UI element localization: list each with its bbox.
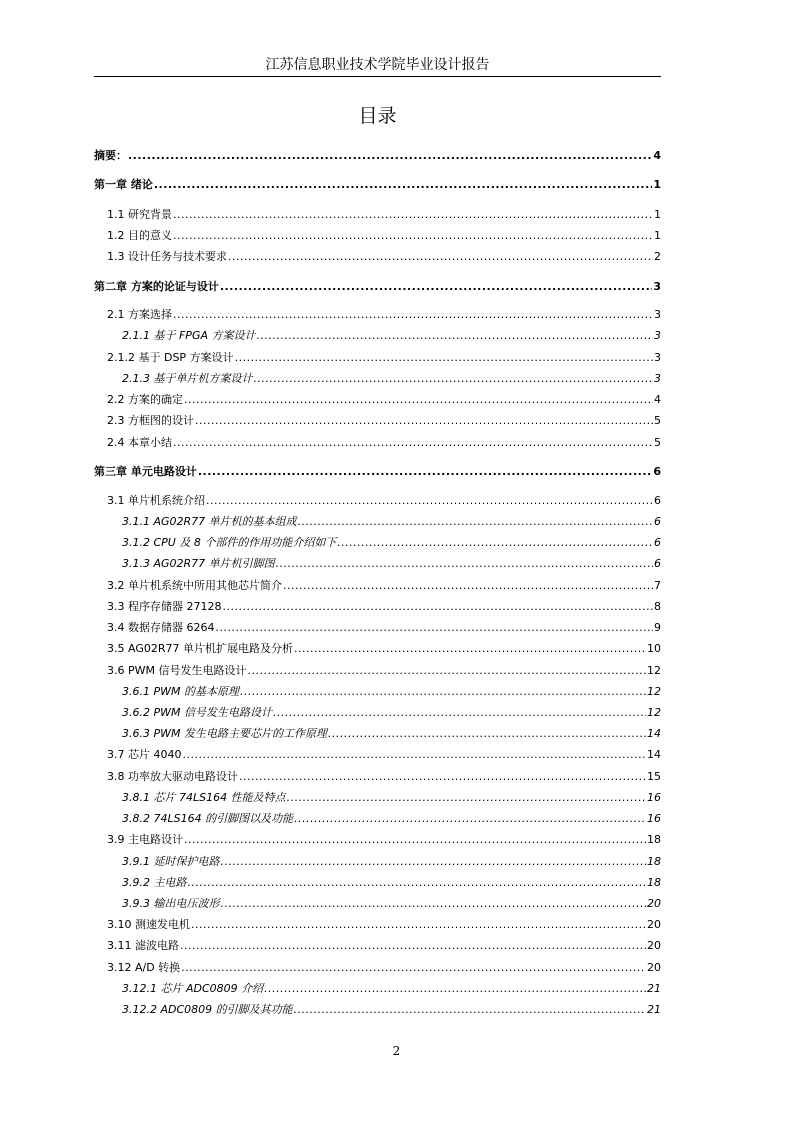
toc-entry[interactable] <box>107 414 661 428</box>
toc-entry-label: 3.9 主电路设计 <box>107 833 183 846</box>
toc-entry-label: 2.2 方案的确定 <box>107 393 183 406</box>
toc-entry[interactable] <box>107 642 661 656</box>
toc-dot-leader <box>215 621 653 635</box>
toc-entry-page: 2 <box>654 250 661 263</box>
toc-entry-label: 2.1.3 基于单片机方案设计 <box>122 372 253 385</box>
toc-dot-leader <box>248 664 647 678</box>
toc-entry[interactable] <box>122 515 661 529</box>
toc-entry-label: 3.10 测速发电机 <box>107 918 190 931</box>
toc-entry-label: 1.1 研究背景 <box>107 208 172 221</box>
toc-entry-page: 20 <box>647 897 661 910</box>
toc-entry[interactable] <box>122 812 661 826</box>
toc-entry-label: 2.1.1 基于 FPGA 方案设计 <box>122 329 256 342</box>
toc-entry[interactable] <box>122 557 661 571</box>
header-rule <box>94 76 661 77</box>
toc-entry-page: 12 <box>647 664 661 677</box>
toc-entry-label: 2.4 本章小结 <box>107 436 172 449</box>
toc-entry-label: 第一章 绪论 <box>94 178 153 191</box>
toc-entry-label: 摘要： <box>94 149 127 162</box>
toc-entry-page: 20 <box>647 939 661 952</box>
toc-dot-leader <box>328 727 646 741</box>
toc-entry[interactable] <box>107 436 661 450</box>
toc-entry[interactable] <box>107 229 661 243</box>
toc-dot-leader <box>287 791 646 805</box>
toc-entry-label: 1.2 目的意义 <box>107 229 172 242</box>
toc-entry-label: 3.4 数据存储器 6264 <box>107 621 215 634</box>
toc-entry-page: 6 <box>654 515 661 528</box>
toc-entry-label: 3.6 PWM 信号发生电路设计 <box>107 664 247 677</box>
toc-entry[interactable] <box>94 149 661 163</box>
toc-dot-leader <box>273 706 646 720</box>
toc-entry-label: 3.9.2 主电路 <box>122 876 187 889</box>
toc-entry-page: 1 <box>654 208 661 221</box>
toc-dot-leader <box>264 982 646 996</box>
toc-entry-page: 3 <box>654 351 661 364</box>
toc-entry[interactable] <box>122 876 661 890</box>
toc-entry-page: 14 <box>647 748 661 761</box>
toc-entry[interactable] <box>122 329 661 343</box>
toc-entry[interactable] <box>122 791 661 805</box>
toc-entry[interactable] <box>94 465 661 479</box>
toc-entry-label: 3.5 AG02R77 单片机扩展电路及分析 <box>107 642 293 655</box>
toc-entry[interactable] <box>107 308 661 322</box>
toc-dot-leader <box>298 515 653 529</box>
toc-entry-page: 14 <box>647 727 661 740</box>
toc-entry-label: 3.2 单片机系统中所用其他芯片简介 <box>107 579 282 592</box>
toc-entry-label: 第二章 方案的论证与设计 <box>94 280 219 293</box>
toc-entry-label: 3.8.1 芯片 74LS164 性能及特点 <box>122 791 286 804</box>
toc-entry-label: 3.11 滤波电路 <box>107 939 179 952</box>
toc-entry-page: 4 <box>654 393 661 406</box>
toc-dot-leader <box>254 372 654 386</box>
toc-dot-leader <box>235 351 653 365</box>
toc-dot-leader <box>182 748 646 762</box>
toc-entry[interactable] <box>122 897 661 911</box>
toc-title: 目录 <box>358 105 397 127</box>
toc-entry[interactable] <box>107 208 661 222</box>
toc-entry-page: 3 <box>654 308 661 321</box>
toc-entry-label: 2.1 方案选择 <box>107 308 172 321</box>
toc-dot-leader <box>294 642 646 656</box>
toc-entry[interactable] <box>107 748 661 762</box>
toc-entry[interactable] <box>94 280 661 294</box>
toc-entry-page: 6 <box>654 494 661 507</box>
toc-entry-label: 3.12.1 芯片 ADC0809 介绍 <box>122 982 264 995</box>
toc-entry-page: 15 <box>647 770 661 783</box>
toc-entry-label: 3.1.2 CPU 及 8 个部件的作用功能介绍如下 <box>122 536 337 549</box>
toc-dot-leader <box>188 876 647 890</box>
toc-entry[interactable] <box>107 579 661 593</box>
toc-entry-label: 3.12 A/D 转换 <box>107 961 181 974</box>
toc-dot-leader <box>294 1003 646 1017</box>
toc-dot-leader <box>257 329 654 343</box>
toc-dot-leader <box>240 685 646 699</box>
toc-entry[interactable] <box>107 494 661 508</box>
toc-entry-page: 18 <box>647 876 661 889</box>
toc-entry-label: 第三章 单元电路设计 <box>94 465 197 478</box>
toc-dot-leader <box>337 536 653 550</box>
toc-entry[interactable] <box>107 600 661 614</box>
toc-entry-page: 20 <box>647 961 661 974</box>
toc-entry-label: 3.1 单片机系统介绍 <box>107 494 205 507</box>
toc-entry-label: 3.7 芯片 4040 <box>107 748 182 761</box>
toc-entry[interactable] <box>107 664 661 678</box>
toc-entry-label: 3.8.2 74LS164 的引脚图以及功能 <box>122 812 294 825</box>
toc-dot-leader <box>222 600 653 614</box>
toc-entry[interactable] <box>107 393 661 407</box>
toc-entry-page: 9 <box>654 621 661 634</box>
toc-entry[interactable] <box>122 855 661 869</box>
toc-entry-page: 21 <box>647 982 661 995</box>
toc-entry[interactable] <box>107 833 661 847</box>
toc-entry[interactable] <box>107 250 661 264</box>
toc-dot-leader <box>239 770 646 784</box>
toc-entry-page: 6 <box>653 465 661 478</box>
toc-entry-page: 1 <box>654 229 661 242</box>
toc-dot-leader <box>220 280 653 294</box>
toc-dot-leader <box>173 436 653 450</box>
toc-entry-page: 12 <box>647 706 661 719</box>
toc-entry[interactable] <box>94 178 661 192</box>
toc-entry[interactable] <box>107 961 661 975</box>
toc-dot-leader <box>195 414 653 428</box>
toc-entry-page: 1 <box>653 178 661 191</box>
toc-entry-page: 21 <box>647 1003 661 1016</box>
toc-dot-leader <box>228 250 653 264</box>
page-header: 江苏信息职业技术学院毕业设计报告 <box>265 57 490 73</box>
toc-entry[interactable] <box>107 939 661 953</box>
toc-entry[interactable] <box>122 727 661 741</box>
toc-entry-label: 2.3 方框图的设计 <box>107 414 194 427</box>
toc-entry-label: 3.9.1 延时保护电路 <box>122 855 220 868</box>
toc-entry[interactable] <box>122 1003 661 1017</box>
page-number: 2 <box>392 1044 401 1058</box>
toc-entry[interactable] <box>107 918 661 932</box>
toc-dot-leader <box>294 812 646 826</box>
toc-dot-leader <box>173 308 653 322</box>
toc-dot-leader <box>181 961 646 975</box>
toc-entry[interactable] <box>107 770 661 784</box>
toc-entry-label: 3.9.3 输出电压波形 <box>122 897 220 910</box>
toc-dot-leader <box>221 897 647 911</box>
toc-entry-page: 7 <box>654 579 661 592</box>
toc-dot-leader <box>154 178 653 192</box>
toc-dot-leader <box>221 855 647 869</box>
toc-entry[interactable] <box>107 351 661 365</box>
toc-entry-page: 18 <box>647 855 661 868</box>
toc-dot-leader <box>191 918 646 932</box>
toc-dot-leader <box>173 229 653 243</box>
toc-dot-leader <box>198 465 653 479</box>
toc-entry-page: 8 <box>654 600 661 613</box>
toc-dot-leader <box>283 579 653 593</box>
toc-dot-leader <box>184 833 646 847</box>
toc-entry-label: 3.3 程序存储器 27128 <box>107 600 222 613</box>
toc-dot-leader <box>173 208 653 222</box>
toc-dot-leader <box>184 393 653 407</box>
toc-entry[interactable] <box>122 685 661 699</box>
toc-entry[interactable] <box>122 536 661 550</box>
toc-entry-label: 2.1.2 基于 DSP 方案设计 <box>107 351 234 364</box>
toc-entry-page: 5 <box>654 436 661 449</box>
toc-entry[interactable] <box>122 706 661 720</box>
toc-entry-page: 10 <box>647 642 661 655</box>
toc-entry-page: 6 <box>654 557 661 570</box>
toc-entry-label: 3.8 功率放大驱动电路设计 <box>107 770 238 783</box>
toc-entry-page: 3 <box>654 372 661 385</box>
toc-entry-label: 3.1.1 AG02R77 单片机的基本组成 <box>122 515 297 528</box>
toc-entry-label: 3.1.3 AG02R77 单片机引脚图 <box>122 557 275 570</box>
toc-entry-page: 3 <box>654 329 661 342</box>
toc-entry-label: 3.6.2 PWM 信号发生电路设计 <box>122 706 272 719</box>
toc-entry[interactable] <box>107 621 661 635</box>
toc-entry-label: 3.12.2 ADC0809 的引脚及其功能 <box>122 1003 293 1016</box>
toc-entry-page: 5 <box>654 414 661 427</box>
toc-dot-leader <box>180 939 646 953</box>
toc-entry-page: 18 <box>647 833 661 846</box>
toc-entry-page: 4 <box>653 149 661 162</box>
toc-entry-label: 1.3 设计任务与技术要求 <box>107 250 227 263</box>
toc-dot-leader <box>206 494 653 508</box>
toc-dot-leader <box>276 557 653 571</box>
toc-entry-label: 3.6.1 PWM 的基本原理 <box>122 685 239 698</box>
toc-entry-page: 12 <box>647 685 661 698</box>
toc-entry[interactable] <box>122 372 661 386</box>
toc-entry-page: 6 <box>654 536 661 549</box>
toc-entry-page: 20 <box>647 918 661 931</box>
toc-dot-leader <box>128 149 652 163</box>
toc-entry-page: 16 <box>647 812 661 825</box>
toc-entry[interactable] <box>122 982 661 996</box>
toc-entry-label: 3.6.3 PWM 发生电路主要芯片的工作原理 <box>122 727 327 740</box>
toc-entry-page: 16 <box>647 791 661 804</box>
toc-entry-page: 3 <box>653 280 661 293</box>
